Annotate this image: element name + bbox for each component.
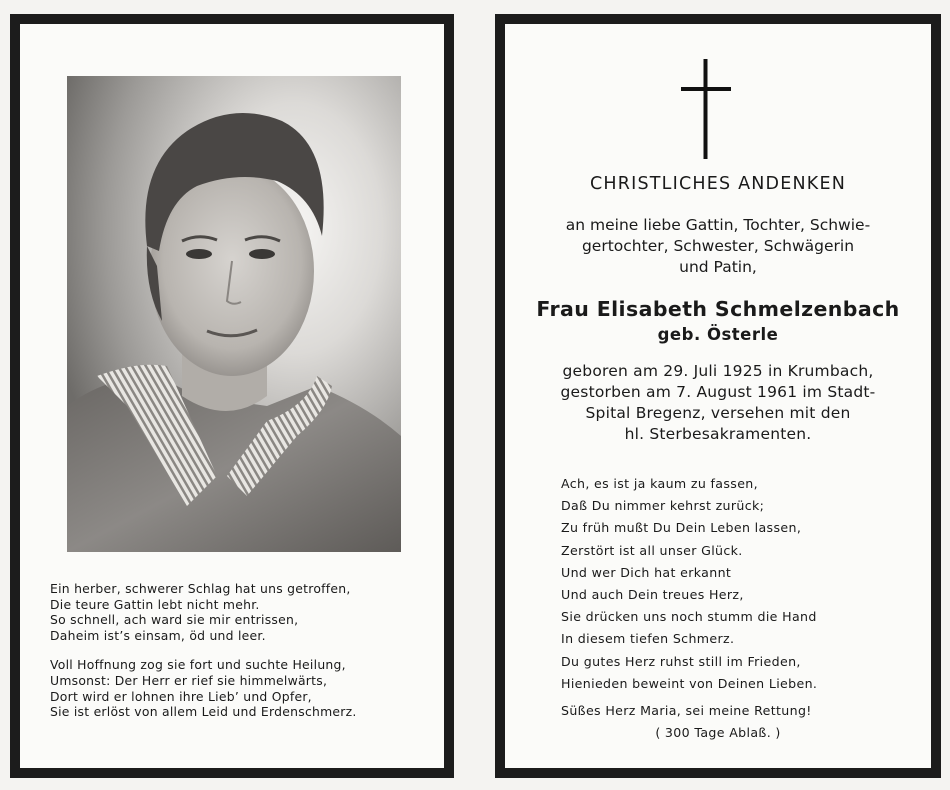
- poem-line: Ein herber, schwerer Schlag hat uns getroffen,: [50, 581, 351, 596]
- poem-line: Ach, es ist ja kaum zu fassen,: [561, 476, 758, 491]
- poem-line: Und auch Dein treues Herz,: [561, 587, 744, 603]
- dedication-line: gertochter, Schwester, Schwägerin: [581, 237, 855, 255]
- poem-line: Daß Du nimmer kehrst zurück;: [561, 498, 765, 514]
- dedication-line: und Patin,: [679, 258, 757, 276]
- prayer: Süßes Herz Maria, sei meine Rettung!: [561, 703, 812, 718]
- poem-line: Hienieden beweint von Deinen Lieben.: [561, 675, 818, 691]
- deceased-name: Frau Elisabeth Schmelzenbach: [536, 297, 900, 321]
- dedication-line: an meine liebe Gattin, Tochter, Schwie-: [565, 216, 871, 234]
- poem-line: Sie ist erlöst von allem Leid und Erdenschmerz.: [50, 704, 357, 720]
- portrait-photo: [67, 76, 401, 552]
- poem-line: Sie drücken uns noch stumm die Hand: [561, 609, 817, 625]
- poem-line: Du gutes Herz ruhst still im Frieden,: [561, 653, 801, 669]
- poem-line: Und wer Dich hat erkannt: [561, 564, 732, 580]
- poem-line: Voll Hoffnung zog sie fort und suchte Heilung,: [50, 657, 346, 673]
- dates-line: gestorben am 7. August 1961 im Stadt-: [560, 383, 876, 401]
- poem-line: So schnell, ach ward sie mir entrissen,: [50, 612, 299, 628]
- right-card-paper: [505, 24, 931, 768]
- left-poem: [50, 581, 440, 734]
- poem-line: In diesem tiefen Schmerz.: [561, 631, 735, 647]
- dates-line: hl. Sterbesakramenten.: [624, 425, 812, 443]
- left-card-paper: [20, 24, 444, 768]
- left-card: [10, 14, 454, 778]
- portrait-illustration: [67, 76, 401, 552]
- indulgence-note: ( 300 Tage Ablaß. ): [655, 725, 781, 740]
- birth-name: geb. Österle: [657, 325, 779, 344]
- dates-line: Spital Bregenz, versehen mit den: [585, 404, 851, 422]
- poem-line: Zerstört ist all unser Glück.: [561, 542, 743, 558]
- dates-line: geboren am 29. Juli 1925 in Krumbach,: [562, 362, 874, 380]
- poem-line: Zu früh mußt Du Dein Leben lassen,: [561, 520, 802, 536]
- life-dates: [505, 361, 931, 445]
- right-poem: [561, 473, 921, 695]
- cross-icon: [681, 59, 731, 159]
- poem-line: Dort wird er lohnen ihre Lieb’ und Opfer,: [50, 688, 312, 704]
- poem-line: Daheim ist’s einsam, öd und leer.: [50, 627, 266, 643]
- poem-line: Umsonst: Der Herr er rief sie himmelwärts,: [50, 672, 328, 688]
- dedication: [505, 215, 931, 278]
- poem-line: Die teure Gattin lebt nicht mehr.: [50, 596, 260, 612]
- left-poem-stanza-1: [50, 581, 440, 643]
- heading: CHRISTLICHES ANDENKEN: [589, 174, 847, 194]
- right-card: [495, 14, 941, 778]
- left-poem-stanza-2: [50, 657, 440, 719]
